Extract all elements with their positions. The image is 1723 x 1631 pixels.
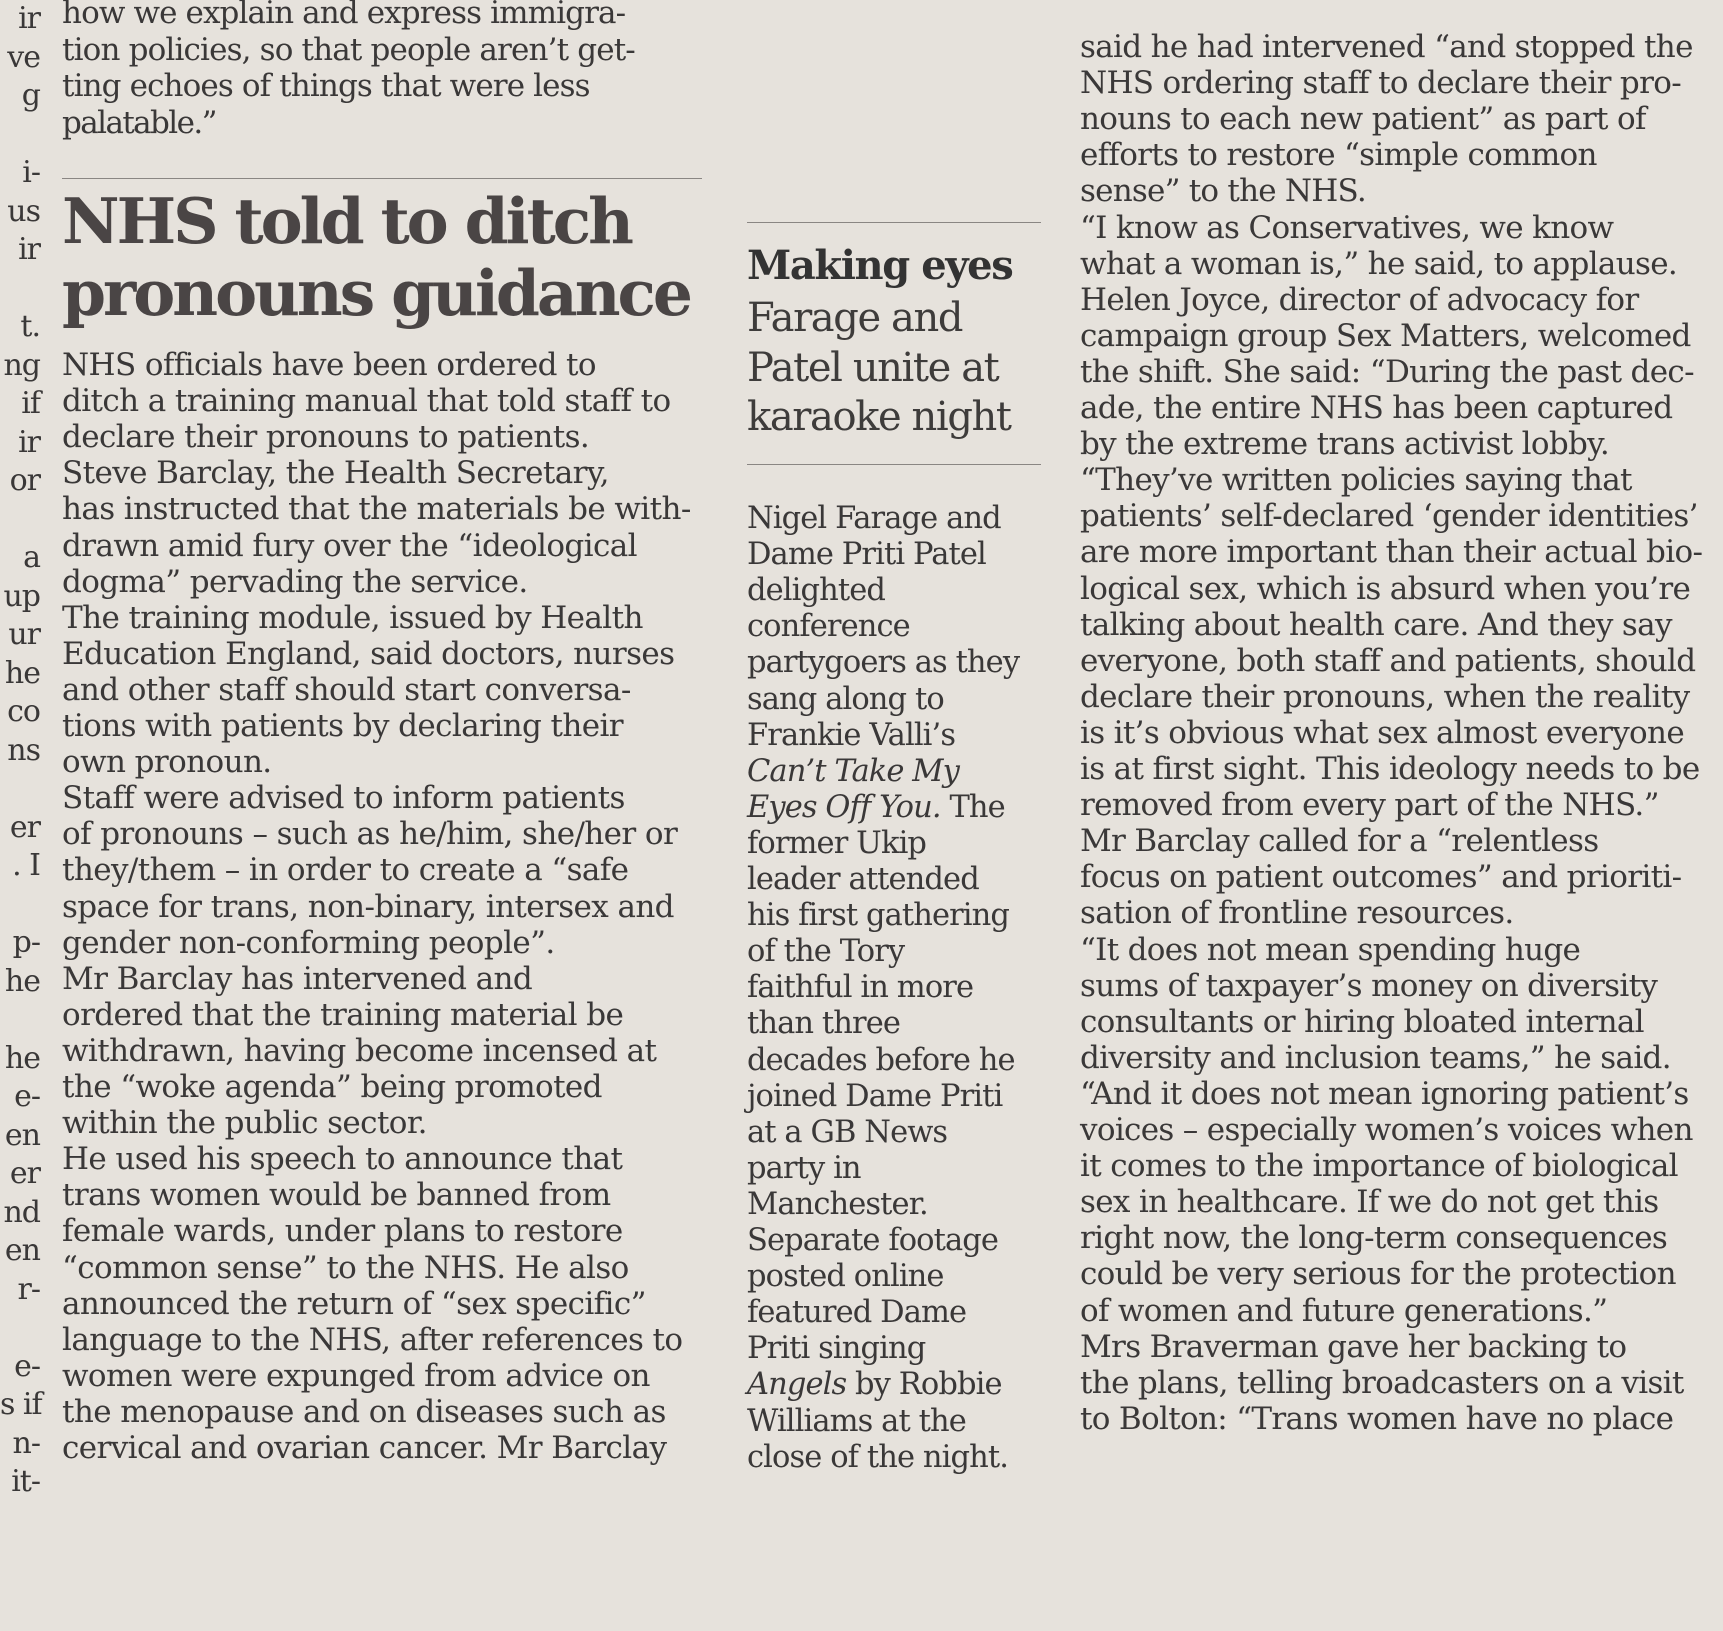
right-lines-line: is at first sight. This ideology needs to be <box>1080 751 1700 787</box>
sidebar-lines-line: Manchester. <box>747 1186 928 1222</box>
sidebar-lines-line: of the Tory <box>747 934 905 970</box>
sidebar-lines-line: party in <box>747 1150 861 1186</box>
right-lines-line: the plans, telling broadcasters on a visit <box>1080 1364 1684 1401</box>
right-lines-line: Mr Barclay called for a “relentless <box>1080 823 1599 860</box>
fragments-line: t. <box>20 309 40 344</box>
main-lines-line: and other staff should start conversa- <box>62 671 631 708</box>
fragments-line: en <box>4 1233 40 1268</box>
sidebar-top-rule <box>747 222 1041 223</box>
main-lines-line: has instructed that the materials be with- <box>62 491 691 528</box>
fragments-line: ns <box>7 732 40 768</box>
right-lines-line: diversity and inclusion teams,” he said. <box>1080 1039 1671 1076</box>
right-lines-line: sation of frontline resources. <box>1080 895 1514 932</box>
right-lines-line: talking about health care. And they say <box>1080 606 1672 643</box>
fragments-line: us <box>7 193 40 229</box>
fragments-line: en <box>4 1117 40 1153</box>
right-lines-line: everyone, both staff and patients, should <box>1080 642 1696 679</box>
fragments-line: it- <box>11 1464 40 1499</box>
sidebar-lines-line: leader attended <box>747 862 979 897</box>
fragments-line: e- <box>14 1079 40 1114</box>
main-lines-line: NHS officials have been ordered to <box>62 347 596 383</box>
fragments-line: up <box>3 578 40 614</box>
sidebar-lines-line: Nigel Farage and <box>747 501 1001 536</box>
main-lines-line: cervical and ovarian cancer. Mr Barclay <box>62 1430 667 1466</box>
sidebar-lines-line: featured Dame <box>747 1295 967 1331</box>
sidebar-lines-line: Dame Priti Patel <box>747 537 986 573</box>
fragments-line: n- <box>12 1425 40 1461</box>
right-lines-line: Mrs Braverman gave her backing to <box>1080 1328 1627 1365</box>
right-lines-line: could be very serious for the protection <box>1080 1256 1676 1293</box>
main-lines-line: ditch a training manual that told staff to <box>62 383 671 420</box>
main-lines-line: dogma” pervading the service. <box>62 563 528 600</box>
sidebar-lines-line: faithful in more <box>747 970 974 1006</box>
fragments-line: if <box>21 386 40 421</box>
headline-line-1: NHS told to ditch <box>62 184 631 258</box>
main-lines-line: within the public sector. <box>62 1105 427 1142</box>
sidebar-lines-line: posted online <box>747 1259 944 1295</box>
main-lines-line: of pronouns – such as he/him, she/her or <box>62 816 678 853</box>
sidebar-lines-line: partygoers as they <box>747 645 1020 681</box>
fragments-line: i- <box>22 155 40 190</box>
sidebar-lines-line: Frankie Valli’s <box>747 717 956 753</box>
fragments-line: er <box>9 809 40 845</box>
right-lines-line: campaign group Sex Matters, welcomed <box>1080 317 1691 354</box>
main-lines-line: trans women would be banned from <box>62 1177 611 1214</box>
main-lines-line: Steve Barclay, the Health Secretary, <box>62 455 609 492</box>
main-lines-line: Mr Barclay has intervened and <box>62 960 533 997</box>
fragments-line: s if <box>0 1387 42 1422</box>
fragments-line: co <box>7 694 40 729</box>
intro-line: palatable.” <box>62 104 216 141</box>
right-lines-line: is it’s obvious what sex almost everyone <box>1080 714 1684 751</box>
sidebar-headline-bold: Making eyes <box>747 242 1013 289</box>
sidebar-lines-line: Separate footage <box>747 1223 999 1258</box>
right-lines-line: sex in healthcare. If we do not get this <box>1080 1184 1659 1221</box>
fragments-line: he <box>4 655 40 691</box>
headline-rule <box>62 178 702 179</box>
fragments-line: ir <box>18 232 40 267</box>
right-lines-line: it comes to the importance of biological <box>1080 1148 1678 1185</box>
right-lines-line: voices – especially women’s voices when <box>1080 1112 1693 1148</box>
main-lines-line: withdrawn, having become incensed at <box>62 1032 657 1069</box>
title-italic: Angels <box>747 1367 847 1403</box>
right-lines-line: efforts to restore “simple common <box>1080 137 1597 174</box>
right-lines-line: sense” to the NHS. <box>1080 173 1366 210</box>
main-lines-line: “common sense” to the NHS. He also <box>62 1249 629 1286</box>
right-lines-line: declare their pronouns, when the reality <box>1080 678 1690 715</box>
main-lines-line: Staff were advised to inform patients <box>62 780 625 817</box>
right-lines-line: are more important than their actual bio- <box>1080 534 1703 571</box>
sidebar-lines-line: at a GB News <box>747 1114 948 1150</box>
title-italic: Can’t Take My <box>747 753 959 789</box>
main-lines-line: the menopause and on diseases such as <box>62 1393 666 1430</box>
main-lines-line: ordered that the training material be <box>62 996 624 1033</box>
right-lines-line: Helen Joyce, director of advocacy for <box>1080 281 1639 318</box>
fragments-line: he <box>4 963 40 999</box>
right-lines-line: by the extreme trans activist lobby. <box>1080 426 1610 463</box>
right-lines-line: “And it does not mean ignoring patient’s <box>1080 1075 1689 1112</box>
main-lines-line: The training module, issued by Health <box>62 599 643 636</box>
fragments-line: er <box>9 1156 40 1191</box>
fragments-line: e- <box>14 1348 40 1384</box>
right-lines-line: said he had intervened “and stopped the <box>1080 29 1693 65</box>
right-lines-line: focus on patient outcomes” and prioriti- <box>1080 859 1682 896</box>
sidebar-headline-line: Farage and <box>747 295 963 341</box>
fragments-line: g <box>21 78 40 113</box>
main-lines-line: He used his speech to announce that <box>62 1141 623 1178</box>
right-lines-line: “I know as Conservatives, we know <box>1080 209 1614 246</box>
main-lines-line: they/them – in order to create a “safe <box>62 852 629 889</box>
main-lines-line: drawn amid fury over the “ideological <box>62 527 637 564</box>
sidebar-lines-line: conference <box>747 609 910 645</box>
right-lines-line: “They’ve written policies saying that <box>1080 462 1632 499</box>
right-lines-line: to Bolton: “Trans women have no place <box>1080 1400 1674 1437</box>
sidebar-bottom-rule <box>747 464 1041 465</box>
sidebar-lines-line: his first gathering <box>747 898 1010 934</box>
main-lines-line: space for trans, non-binary, intersex and <box>62 888 674 925</box>
sidebar-lines-line: sang along to <box>747 681 944 717</box>
fragments-line: ir <box>18 1 40 36</box>
main-lines-line: declare their pronouns to patients. <box>62 419 590 456</box>
sidebar-lines-line <box>747 753 1047 792</box>
sidebar-lines-line: Williams at the <box>747 1403 966 1439</box>
sidebar-lines-line: delighted <box>747 573 885 609</box>
right-lines-line: logical sex, which is absurd when you’re <box>1080 570 1691 607</box>
fragments-line: he <box>4 1040 40 1076</box>
intro-line: how we explain and express immigra- <box>62 0 626 31</box>
fragments-line: ve <box>7 39 40 75</box>
right-lines-line: the shift. She said: “During the past dec- <box>1080 353 1694 390</box>
fragments-line: . I <box>12 848 40 883</box>
fragments-line: r- <box>17 1271 40 1307</box>
right-lines-line: what a woman is,” he said, to applause. <box>1080 245 1678 282</box>
sidebar-lines-line: Priti singing <box>747 1331 926 1367</box>
right-lines-line: NHS ordering staff to declare their pro- <box>1080 65 1681 102</box>
fragments-line: p- <box>12 925 40 960</box>
fragments-line: ur <box>8 617 40 652</box>
right-lines-line: consultants or hiring bloated internal <box>1080 1003 1644 1040</box>
sidebar-headline-line: Patel unite at <box>747 344 999 391</box>
main-lines-line: Education England, said doctors, nurses <box>62 635 675 672</box>
main-lines-line: language to the NHS, after references to <box>62 1321 683 1358</box>
sidebar-lines-line: decades before he <box>747 1042 1015 1078</box>
main-lines-line: the “woke agenda” being promoted <box>62 1069 602 1105</box>
fragments-line: or <box>9 463 40 498</box>
intro-line: ting echoes of things that were less <box>62 68 590 104</box>
sidebar-lines-line: Eyes Off You. The <box>747 789 1005 825</box>
main-lines-line: women were expunged from advice on <box>62 1357 650 1394</box>
fragments-line: ir <box>18 424 40 460</box>
right-lines-line: nouns to each new patient” as part of <box>1080 101 1646 138</box>
right-lines-line: patients’ self-declared ‘gender identities’ <box>1080 498 1698 535</box>
sidebar-lines-line: former Ukip <box>747 825 927 861</box>
right-lines-line: sums of taxpayer’s money on diversity <box>1080 967 1658 1004</box>
fragments-line: a <box>23 540 40 575</box>
sidebar-lines-line: Angels by Robbie <box>747 1367 1002 1403</box>
fragments-line: nd <box>3 1194 40 1230</box>
right-lines-line: of women and future generations.” <box>1080 1292 1608 1329</box>
right-lines-line: ade, the entire NHS has been captured <box>1080 390 1673 426</box>
title-italic: Eyes Off You. <box>747 789 941 825</box>
main-lines-line: gender non-conforming people”. <box>62 924 555 961</box>
sidebar-lines-line: joined Dame Priti <box>747 1078 1003 1114</box>
sidebar-headline-line: karaoke night <box>747 394 1011 440</box>
sidebar-lines-line: close of the night. <box>747 1439 1009 1475</box>
headline-line-2: pronouns guidance <box>62 256 691 330</box>
main-lines-line: female wards, under plans to restore <box>62 1213 623 1250</box>
main-lines-line: tions with patients by declaring their <box>62 708 623 744</box>
fragments-line: ng <box>3 347 40 383</box>
right-lines-line: “It does not mean spending huge <box>1080 931 1581 968</box>
right-lines-line: right now, the long-term consequences <box>1080 1220 1668 1257</box>
intro-line: tion policies, so that people aren’t get- <box>62 31 635 68</box>
sidebar-lines-line: than three <box>747 1006 901 1042</box>
main-lines-line: own pronoun. <box>62 744 272 781</box>
right-lines-line: removed from every part of the NHS.” <box>1080 787 1659 824</box>
main-lines-line: announced the return of “sex specific” <box>62 1285 646 1322</box>
